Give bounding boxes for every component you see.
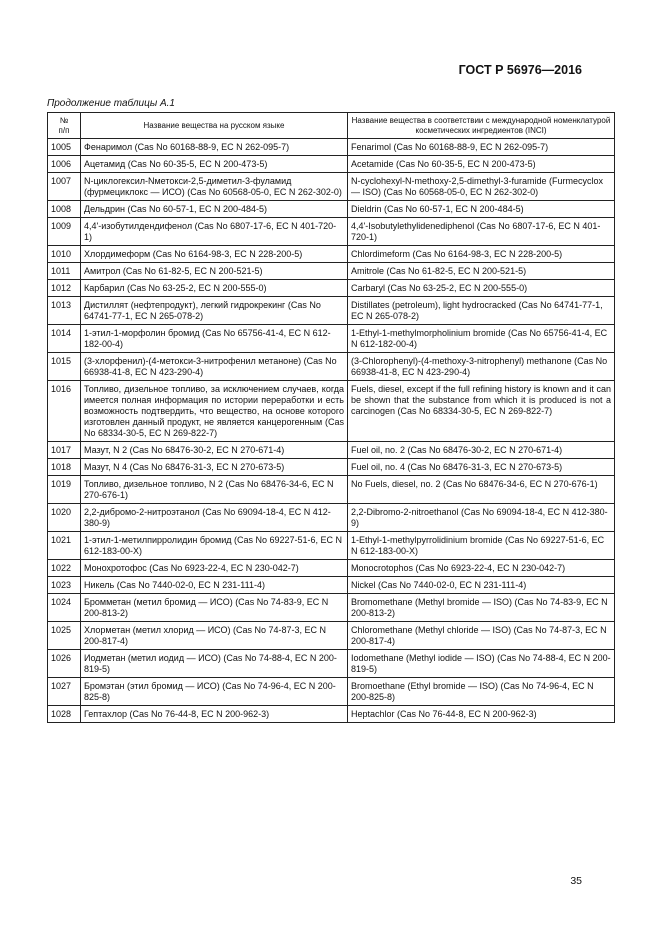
substance-table — [47, 112, 615, 723]
table-body — [48, 139, 615, 723]
inci-name-cell: N-cyclohexyl-N-methoxy-2,5-dimethyl-3-furamide (Furmecyclox — ISO) (Cas No 60568-05-0, EC N 262-302-0) — [348, 173, 615, 201]
row-number-cell: 1025 — [48, 622, 81, 650]
table-row — [48, 532, 615, 560]
table-row — [48, 156, 615, 173]
inci-name-cell: Carbaryl (Cas No 63-25-2, EC N 200-555-0) — [348, 280, 615, 297]
russian-name-cell: Иодметан (метил иодид — ИСО) (Cas No 74-88-4, EC N 200-819-5) — [81, 650, 348, 678]
russian-name-cell: Гептахлор (Cas No 76-44-8, EC N 200-962-3) — [81, 706, 348, 723]
row-number-cell: 1013 — [48, 297, 81, 325]
inci-name-cell: Fuel oil, no. 2 (Cas No 68476-30-2, EC N 270-671-4) — [348, 442, 615, 459]
table-row — [48, 263, 615, 280]
inci-name-cell: Nickel (Cas No 7440-02-0, EC N 231-111-4) — [348, 577, 615, 594]
inci-name-cell: 1-Ethyl-1-methylpyrrolidinium bromide (Cas No 69227-51-6, EC N 612-183-00-X) — [348, 532, 615, 560]
table-row — [48, 594, 615, 622]
row-number-cell: 1010 — [48, 246, 81, 263]
table-row — [48, 139, 615, 156]
table-header-row — [48, 113, 615, 139]
row-number-cell: 1018 — [48, 459, 81, 476]
russian-name-cell: Фенаримол (Cas No 60168-88-9, EC N 262-095-7) — [81, 139, 348, 156]
table-row — [48, 297, 615, 325]
table-row — [48, 476, 615, 504]
row-number-cell: 1019 — [48, 476, 81, 504]
inci-name-cell: 4,4'-Isobutylethylidenediphenol (Cas No 6807-17-6, EC N 401-720-1) — [348, 218, 615, 246]
table-row — [48, 201, 615, 218]
russian-name-cell: Ацетамид (Cas No 60-35-5, EC N 200-473-5) — [81, 156, 348, 173]
table-row — [48, 280, 615, 297]
row-number-cell: 1012 — [48, 280, 81, 297]
table-row — [48, 650, 615, 678]
russian-name-cell: 1-этил-1-морфолин бромид (Cas No 65756-41-4, EC N 612-182-00-4) — [81, 325, 348, 353]
row-number-cell: 1022 — [48, 560, 81, 577]
row-number-cell: 1005 — [48, 139, 81, 156]
russian-name-cell: Бромметан (метил бромид — ИСО) (Cas No 74-83-9, EC N 200-813-2) — [81, 594, 348, 622]
russian-name-cell: Монохротофос (Cas No 6923-22-4, EC N 230-042-7) — [81, 560, 348, 577]
header-number: № п/п — [48, 113, 81, 139]
inci-name-cell: Bromomethane (Methyl bromide — ISO) (Cas No 74-83-9, EC N 200-813-2) — [348, 594, 615, 622]
inci-name-cell: Amitrole (Cas No 61-82-5, EC N 200-521-5) — [348, 263, 615, 280]
inci-name-cell: 1-Ethyl-1-methylmorpholinium bromide (Cas No 65756-41-4, EC N 612-182-00-4) — [348, 325, 615, 353]
row-number-cell: 1016 — [48, 381, 81, 442]
table-row — [48, 577, 615, 594]
table-row — [48, 218, 615, 246]
row-number-cell: 1007 — [48, 173, 81, 201]
table-row — [48, 459, 615, 476]
row-number-cell: 1006 — [48, 156, 81, 173]
inci-name-cell: Acetamide (Cas No 60-35-5, EC N 200-473-5) — [348, 156, 615, 173]
russian-name-cell: (3-хлорфенил)-(4-метокси-3-нитрофенил метаноне) (Cas No 66938-41-8, EC N 423-290-4) — [81, 353, 348, 381]
table-row — [48, 325, 615, 353]
russian-name-cell: Топливо, дизельное топливо, N 2 (Cas No 68476-34-6, EC N 270-676-1) — [81, 476, 348, 504]
header-russian-name: Название вещества на русском языке — [81, 113, 348, 139]
russian-name-cell: N-циклогексил-Nметокси-2,5-диметил-3-фуламид (фурмециклокс — ИСО) (Cas No 60568-05-0, EC N 262-302-0) — [81, 173, 348, 201]
inci-name-cell: (3-Chlorophenyl)-(4-methoxy-3-nitrophenyl) methanone (Cas No 66938-41-8, EC N 423-290-4) — [348, 353, 615, 381]
russian-name-cell: 1-этил-1-метилпирролидин бромид (Cas No 69227-51-6, EC N 612-183-00-X) — [81, 532, 348, 560]
russian-name-cell: Хлорметан (метил хлорид — ИСО) (Cas No 74-87-3, EC N 200-817-4) — [81, 622, 348, 650]
russian-name-cell: Топливо, дизельное топливо, за исключением случаев, когда имеется полная информация по истории переработки и есть возможность подтвердить, что вещество, на основе которого изготовлен данный продукт, не является канцерогенным (Cas No 68334-30-5, EC N 269-822-7) — [81, 381, 348, 442]
inci-name-cell: Heptachlor (Cas No 76-44-8, EC N 200-962-3) — [348, 706, 615, 723]
page-number: 35 — [570, 875, 582, 887]
document-code: ГОСТ Р 56976—2016 — [458, 63, 582, 77]
table-row — [48, 246, 615, 263]
inci-name-cell: Chloromethane (Methyl chloride — ISO) (Cas No 74-87-3, EC N 200-817-4) — [348, 622, 615, 650]
inci-name-cell: No Fuels, diesel, no. 2 (Cas No 68476-34-6, EC N 270-676-1) — [348, 476, 615, 504]
russian-name-cell: Карбарил (Cas No 63-25-2, EC N 200-555-0) — [81, 280, 348, 297]
table-row — [48, 504, 615, 532]
table-row — [48, 706, 615, 723]
row-number-cell: 1014 — [48, 325, 81, 353]
row-number-cell: 1023 — [48, 577, 81, 594]
row-number-cell: 1017 — [48, 442, 81, 459]
header-inci-name: Название вещества в соответствии с международной номенклатурой косметических ингредиентов (INCI) — [348, 113, 615, 139]
row-number-cell: 1027 — [48, 678, 81, 706]
table-row — [48, 381, 615, 442]
table-continuation-caption: Продолжение таблицы А.1 — [47, 98, 175, 109]
row-number-cell: 1021 — [48, 532, 81, 560]
table-row — [48, 173, 615, 201]
row-number-cell: 1015 — [48, 353, 81, 381]
table-row — [48, 442, 615, 459]
row-number-cell: 1008 — [48, 201, 81, 218]
inci-name-cell: Iodomethane (Methyl iodide — ISO) (Cas No 74-88-4, EC N 200-819-5) — [348, 650, 615, 678]
inci-name-cell: Fuel oil, no. 4 (Cas No 68476-31-3, EC N 270-673-5) — [348, 459, 615, 476]
table-row — [48, 678, 615, 706]
row-number-cell: 1026 — [48, 650, 81, 678]
russian-name-cell: Мазут, N 4 (Cas No 68476-31-3, EC N 270-673-5) — [81, 459, 348, 476]
russian-name-cell: Мазут, N 2 (Cas No 68476-30-2, EC N 270-671-4) — [81, 442, 348, 459]
russian-name-cell: Амитрол (Cas No 61-82-5, EC N 200-521-5) — [81, 263, 348, 280]
table-row — [48, 622, 615, 650]
inci-name-cell: Bromoethane (Ethyl bromide — ISO) (Cas No 74-96-4, EC N 200-825-8) — [348, 678, 615, 706]
row-number-cell: 1020 — [48, 504, 81, 532]
russian-name-cell: 2,2-дибромо-2-нитроэтанол (Cas No 69094-18-4, EC N 412-380-9) — [81, 504, 348, 532]
russian-name-cell: Дельдрин (Cas No 60-57-1, EC N 200-484-5) — [81, 201, 348, 218]
inci-name-cell: Fenarimol (Cas No 60168-88-9, EC N 262-095-7) — [348, 139, 615, 156]
russian-name-cell: Никель (Cas No 7440-02-0, EC N 231-111-4) — [81, 577, 348, 594]
russian-name-cell: 4,4'-изобутилдендифенол (Cas No 6807-17-6, EC N 401-720-1) — [81, 218, 348, 246]
inci-name-cell: Monocrotophos (Cas No 6923-22-4, EC N 230-042-7) — [348, 560, 615, 577]
inci-name-cell: Distillates (petroleum), light hydrocracked (Cas No 64741-77-1, EC N 265-078-2) — [348, 297, 615, 325]
row-number-cell: 1024 — [48, 594, 81, 622]
russian-name-cell: Бромэтан (этил бромид — ИСО) (Cas No 74-96-4, EC N 200-825-8) — [81, 678, 348, 706]
row-number-cell: 1009 — [48, 218, 81, 246]
russian-name-cell: Хлордимеформ (Cas No 6164-98-3, EC N 228-200-5) — [81, 246, 348, 263]
table-row — [48, 560, 615, 577]
inci-name-cell: Fuels, diesel, except if the full refining history is known and it can be shown that the substance from which it is produced is not a carcinogen (Cas No 68334-30-5, EC N 269-822-7) — [348, 381, 615, 442]
inci-name-cell: Chlordimeform (Cas No 6164-98-3, EC N 228-200-5) — [348, 246, 615, 263]
inci-name-cell: 2,2-Dibromo-2-nitroethanol (Cas No 69094-18-4, EC N 412-380-9) — [348, 504, 615, 532]
row-number-cell: 1011 — [48, 263, 81, 280]
row-number-cell: 1028 — [48, 706, 81, 723]
russian-name-cell: Дистиллят (нефтепродукт), легкий гидрокрекинг (Cas No 64741-77-1, EC N 265-078-2) — [81, 297, 348, 325]
table-row — [48, 353, 615, 381]
inci-name-cell: Dieldrin (Cas No 60-57-1, EC N 200-484-5) — [348, 201, 615, 218]
